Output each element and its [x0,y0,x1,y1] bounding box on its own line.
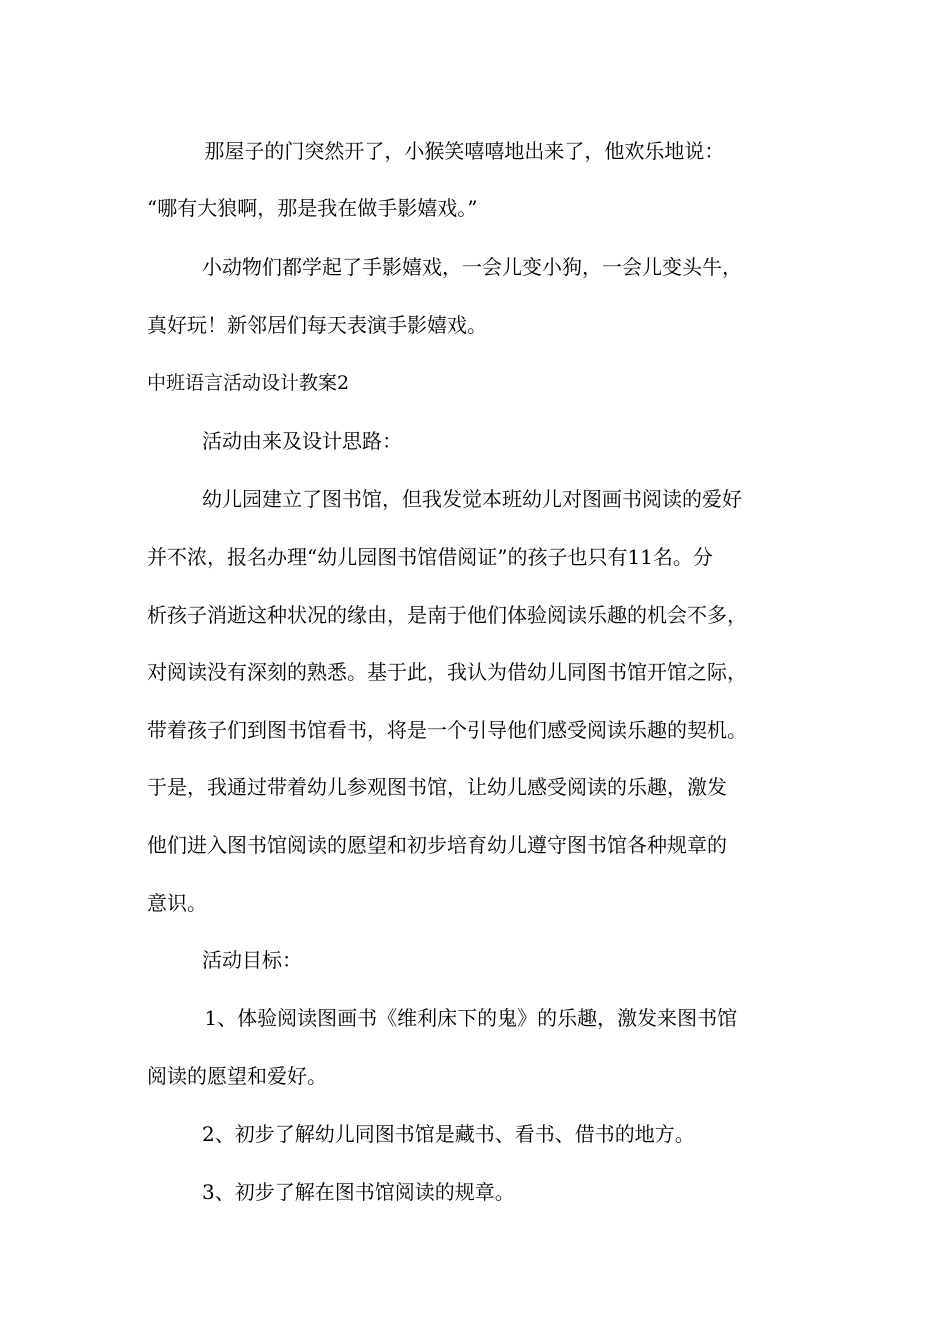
paragraph-line: 3、初步了解在图书馆阅读的规章。 [202,1180,515,1204]
paragraph-line: 意识。 [147,891,207,915]
paragraph-line: 于是，我通过带着幼儿参观图书馆，让幼儿感受阅读的乐趣，激发 [147,775,727,799]
paragraph-line: “哪有大狼啊，那是我在做手影嬉戏。” [147,196,478,220]
paragraph-line: 他们进入图书馆阅读的愿望和初步培育幼儿遵守图书馆各种规章的 [147,833,727,857]
paragraph-line: 真好玩！新邻居们每天表演手影嬉戏。 [147,313,487,337]
paragraph-line: 析孩子消逝这种状况的缘由，是南于他们体验阅读乐趣的机会不多， [147,603,747,627]
section-heading: 中班语言活动设计教案2 [147,372,350,394]
paragraph-line: 对阅读没有深刻的熟悉。基于此，我认为借幼儿同图书馆开馆之际， [147,660,747,684]
paragraph-line: 1、体验阅读图画书《维利床下的鬼》的乐趣，激发来图书馆 [198,1006,738,1030]
paragraph-line: 活动目标： [202,948,302,972]
paragraph-line: 并不浓，报名办理“幼儿园图书馆借阅证”的孩子也只有11名。分 [147,545,713,569]
paragraph-line: 那屋子的门突然开了，小猴笑嘻嘻地出来了，他欢乐地说： [198,139,725,163]
paragraph-line: 小动物们都学起了手影嬉戏，一会儿变小狗，一会儿变头牛， [202,255,742,279]
paragraph-line: 活动由来及设计思路： [202,429,402,453]
paragraph-line: 幼儿园建立了图书馆，但我发觉本班幼儿对图画书阅读的爱好 [202,487,742,511]
paragraph-line: 2、初步了解幼儿同图书馆是藏书、看书、借书的地方。 [202,1122,695,1146]
paragraph-line: 带着孩子们到图书馆看书，将是一个引导他们感受阅读乐趣的契机。 [147,718,747,742]
paragraph-line: 阅读的愿望和爱好。 [147,1064,327,1088]
